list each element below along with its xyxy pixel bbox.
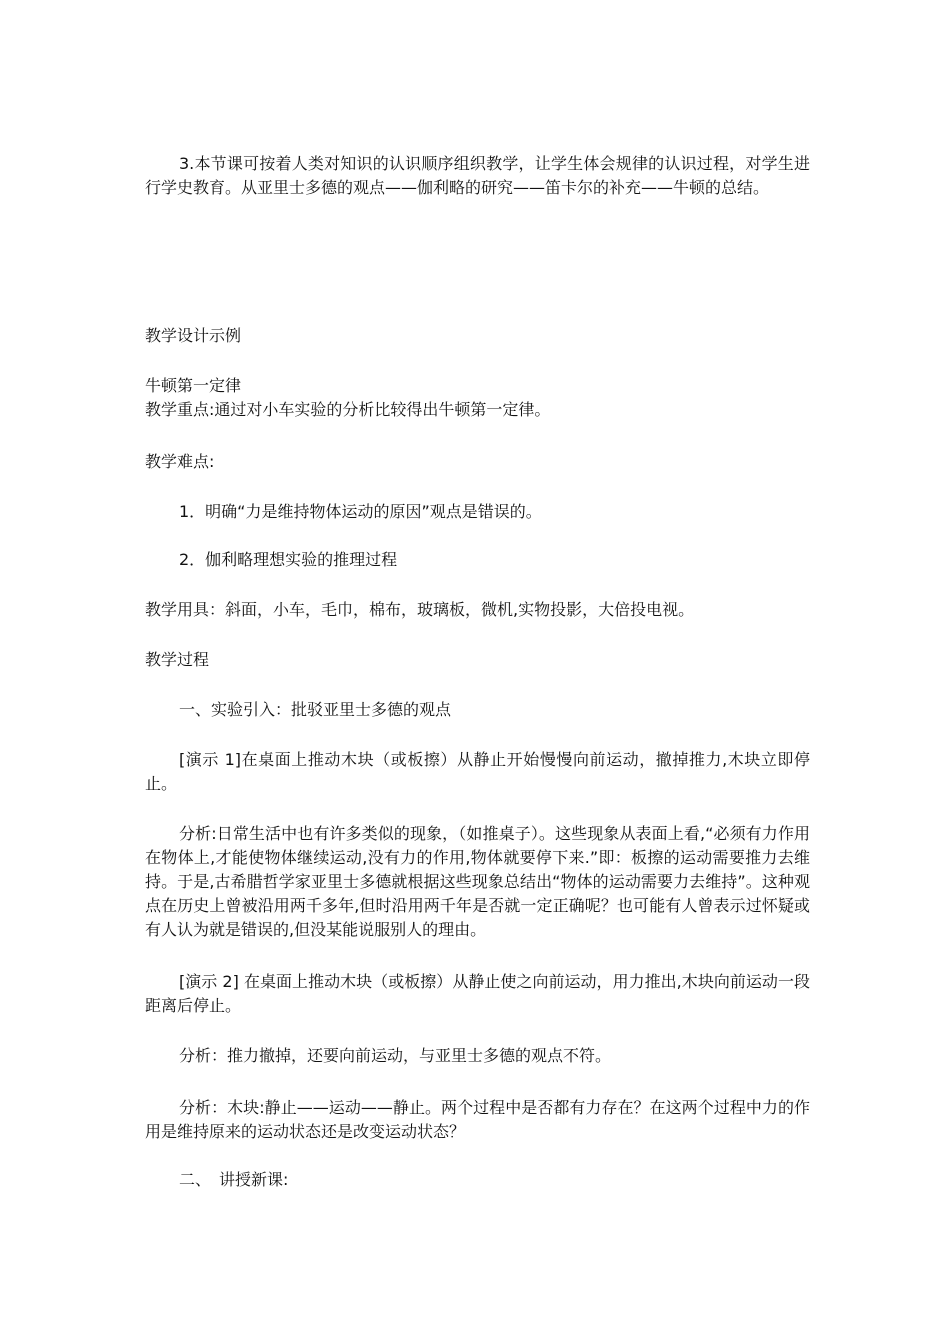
demo-2-paragraph: [演示 2] 在桌面上推动木块（或板擦）从静止使之向前运动，用力推出,木块向前运动一段距离后停止。 [145,972,810,1015]
section-heading-design-example: 教学设计示例 [145,326,242,345]
section-2-heading: 二、 讲授新课: [179,1170,289,1189]
analysis-paragraph-2: 分析：推力撤掉，还要向前运动，与亚里士多德的观点不符。 [179,1046,612,1065]
teaching-process-heading: 教学过程 [145,650,210,669]
lesson-title: 牛顿第一定律 [145,376,242,395]
difficulty-item-1: 1．明确“力是维持物体运动的原因”观点是错误的。 [179,502,542,521]
analysis-paragraph-3: 分析：木块:静止——运动——静止。两个过程中是否都有力存在？在这两个过程中力的作用是维持原来的运动状态还是改变运动状态？ [145,1098,810,1141]
teaching-focus: 教学重点:通过对小车实验的分析比较得出牛顿第一定律。 [145,400,551,419]
teaching-difficulty-label: 教学难点: [145,452,215,471]
section-1-heading: 一、实验引入：批驳亚里士多德的观点 [179,700,452,719]
demo-1-paragraph: [演示 1]在桌面上推动木块（或板擦）从静止开始慢慢向前运动，撤掉推力,木块立即停止。 [145,750,810,793]
paragraph-history-education: 3.本节课可按着人类对知识的认识顺序组织教学，让学生体会规律的认识过程，对学生进行学史教育。从亚里士多德的观点——伽利略的研究——笛卡尔的补充——牛顿的总结。 [145,154,810,197]
teaching-tools: 教学用具：斜面，小车，毛巾，棉布，玻璃板，微机,实物投影，大倍投电视。 [145,600,695,619]
difficulty-item-2: 2．伽利略理想实验的推理过程 [179,550,398,569]
analysis-paragraph-1: 分析:日常生活中也有许多类似的现象，（如推桌子）。这些现象从表面上看,“必须有力作用在物体上,才能使物体继续运动,没有力的作用,物体就要停下来.”即：板擦的运动需要推力去维持。于是,古希腊哲学家亚里士多德就根据这些现象总结出“物体的运动需要力去维持”。这种观点在历史上曾被沿用两千多年,但时沿用两千年是否就一定正确呢？也可能有人曾表示过怀疑或有人认为就是错误的,但没某能说服别人的理由。 [145,824,810,939]
